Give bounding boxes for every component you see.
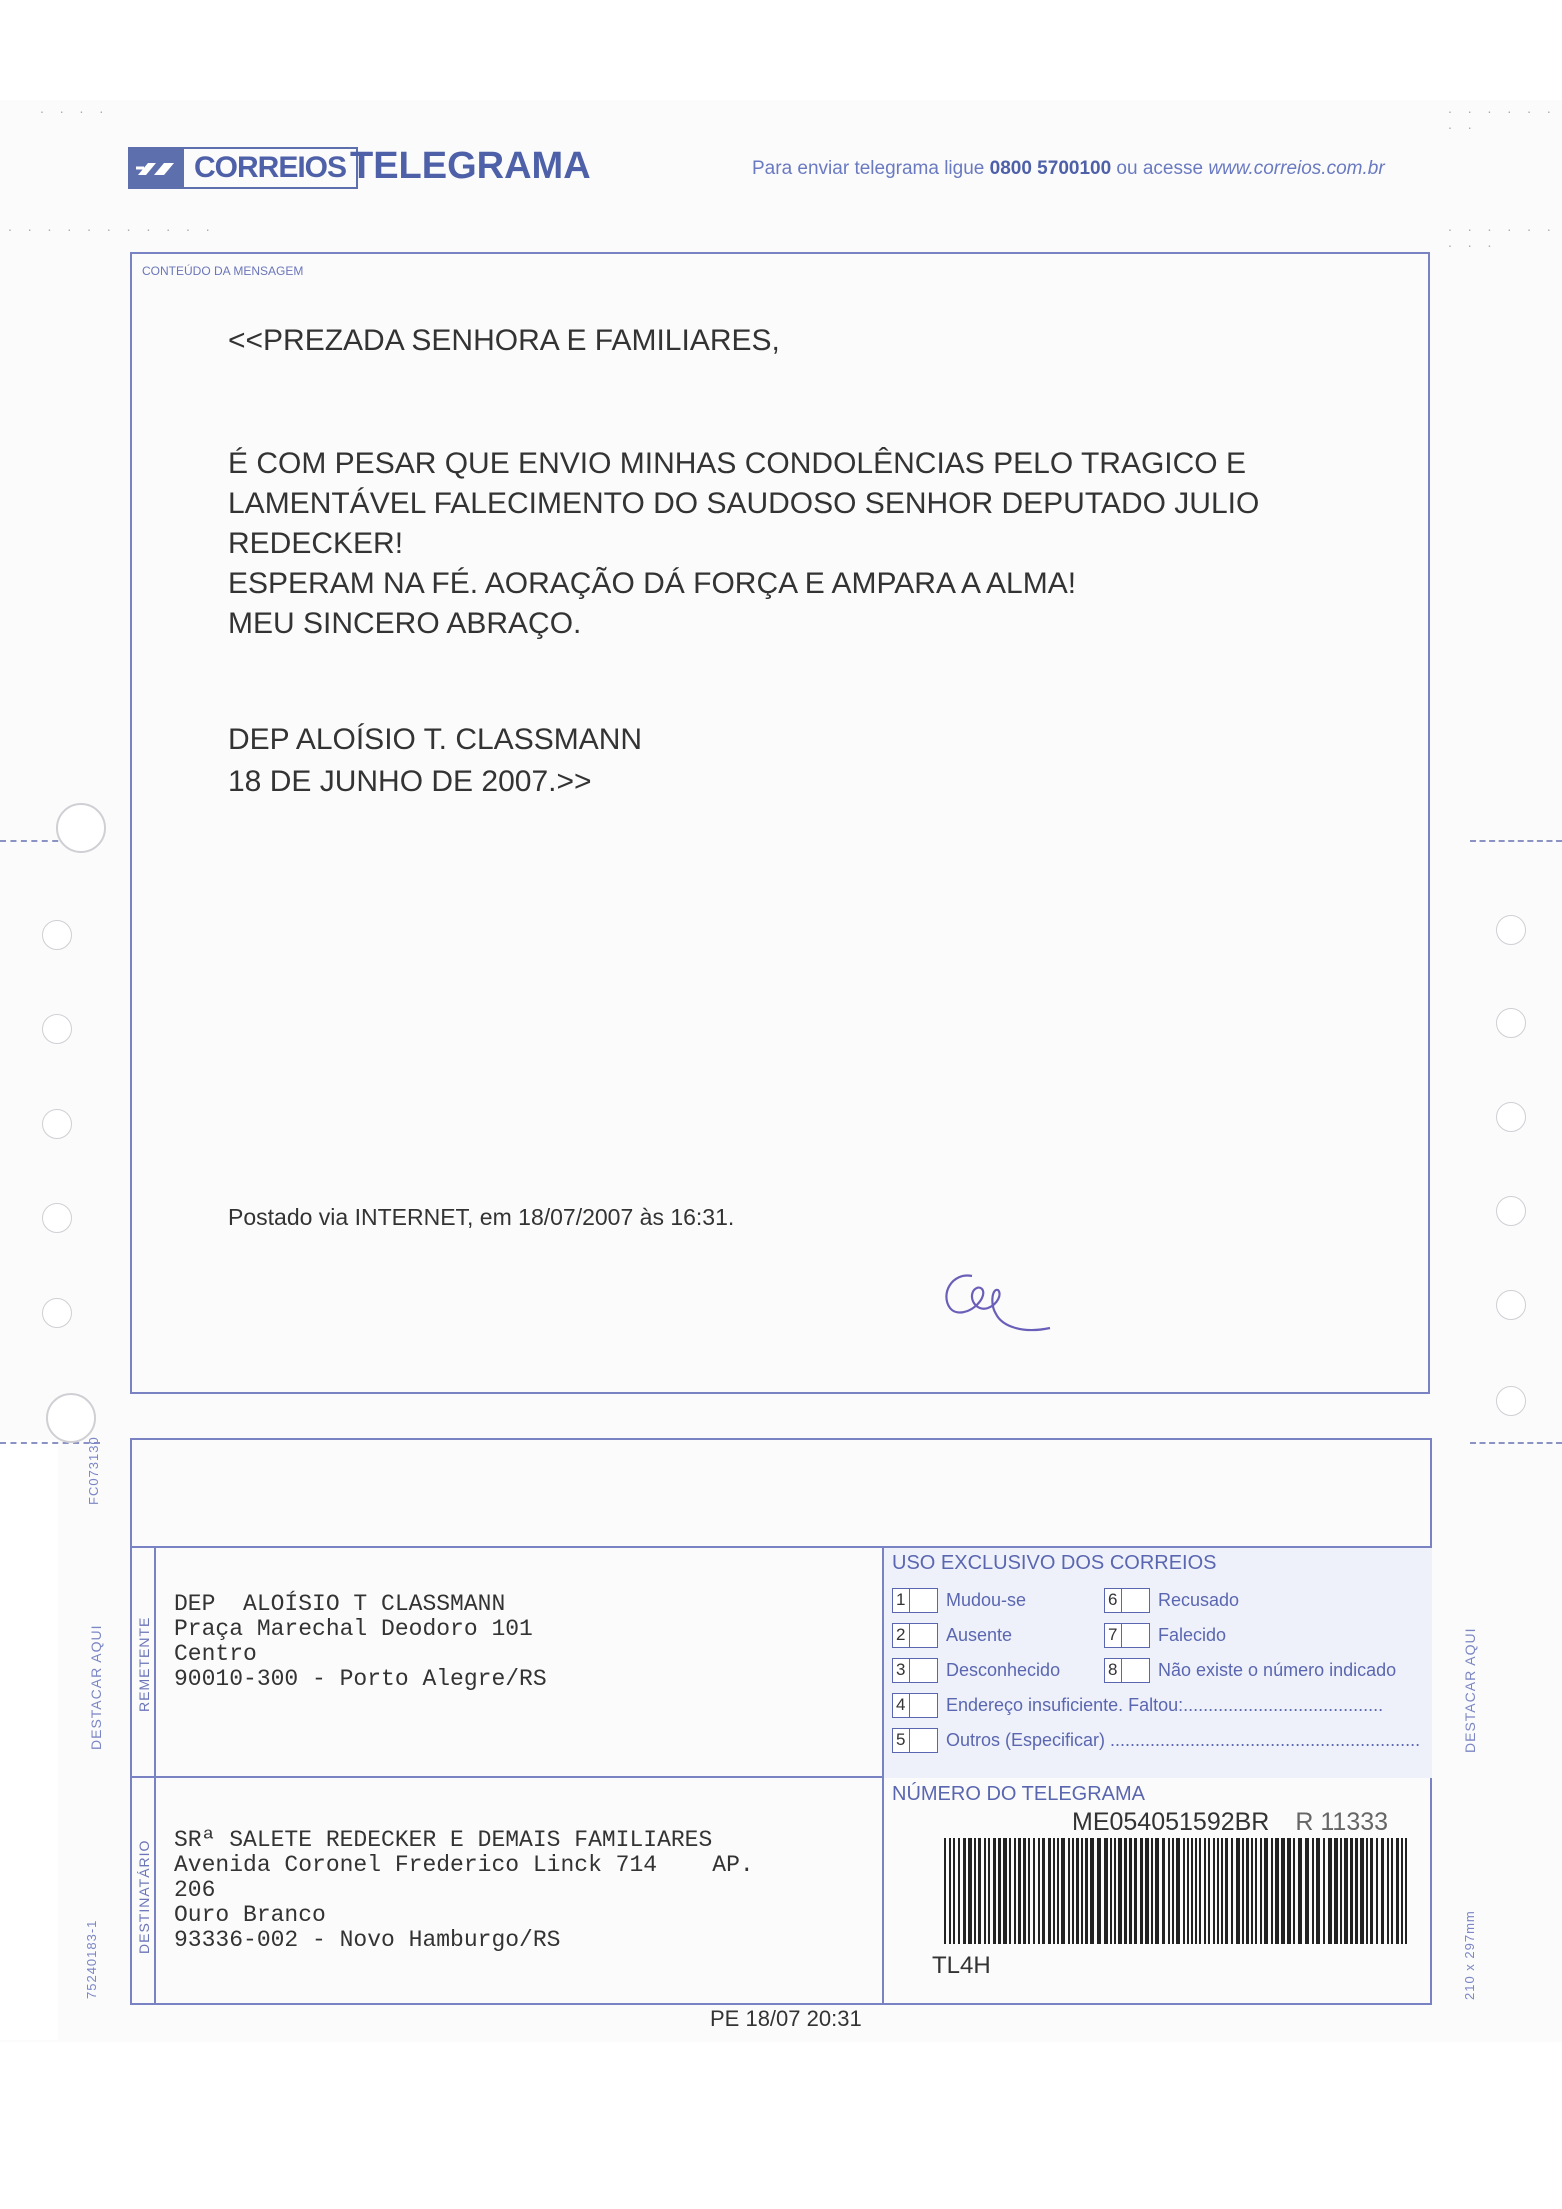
- barcode-bar: [1038, 1838, 1040, 1944]
- option-checkbox[interactable]: [1104, 1588, 1150, 1613]
- barcode-bar: [1213, 1838, 1215, 1944]
- posted-info: Postado via INTERNET, em 18/07/2007 às 16:31.: [228, 1204, 735, 1230]
- barcode: [944, 1838, 1414, 1944]
- option-checkbox[interactable]: [892, 1623, 938, 1648]
- address-line: Ouro Branco: [174, 1902, 326, 1928]
- option-mudou-se[interactable]: [892, 1588, 1026, 1613]
- option-ausente[interactable]: [892, 1623, 1012, 1648]
- option-label: Recusado: [1158, 1590, 1240, 1610]
- barcode-bar: [1401, 1838, 1403, 1944]
- punch-hole: [42, 1014, 72, 1044]
- barcode-bar: [1114, 1838, 1116, 1944]
- message-box: [130, 252, 1430, 1394]
- barcode-bar: [1068, 1838, 1070, 1944]
- barcode-bar: [1118, 1838, 1122, 1944]
- barcode-bar: [1405, 1838, 1407, 1944]
- punch-hole: [1496, 1102, 1526, 1132]
- barcode-bar: [1057, 1838, 1059, 1944]
- barcode-bar: [1195, 1838, 1197, 1944]
- barcode-bar: [1323, 1838, 1325, 1944]
- detach-line-right: [1470, 1442, 1562, 1444]
- option-recusado[interactable]: [1104, 1588, 1239, 1613]
- divider: [154, 1546, 156, 2003]
- barcode-bar: [1097, 1838, 1101, 1944]
- option-label: Outros (Especificar) ..............................................................: [946, 1730, 1421, 1750]
- barcode-bar: [1360, 1838, 1364, 1944]
- barcode-bar: [1104, 1838, 1108, 1944]
- barcode-bar: [1287, 1838, 1291, 1944]
- punch-hole: [56, 803, 106, 853]
- option-label: Mudou-se: [946, 1590, 1027, 1610]
- perforation-dots: . . . . . . . .: [1448, 100, 1557, 132]
- barcode-bar: [1251, 1838, 1253, 1944]
- barcode-bar: [1231, 1838, 1233, 1944]
- barcode-bar: [1090, 1838, 1094, 1944]
- option-number: 1: [896, 1590, 906, 1609]
- barcode-bar: [998, 1838, 1001, 1944]
- logo-wordmark: CORREIOS: [184, 147, 358, 189]
- barcode-bar: [1225, 1838, 1228, 1944]
- barcode-bar: [963, 1838, 966, 1944]
- barcode-bar: [1264, 1838, 1268, 1944]
- barcode-bar: [1242, 1838, 1244, 1944]
- signoff-name: DEP ALOÍSIO T. CLASSMANN: [228, 723, 643, 756]
- barcode-bar: [1172, 1838, 1174, 1944]
- message-line: REDECKER!: [228, 527, 404, 560]
- barcode-bar: [1151, 1838, 1153, 1944]
- barcode-bar: [944, 1838, 946, 1944]
- address-line: Centro: [174, 1641, 257, 1667]
- barcode-bar: [1140, 1838, 1143, 1944]
- serial-number: 75240183-1: [84, 1919, 99, 1999]
- option-label: Ausente: [946, 1625, 1013, 1645]
- option-checkbox[interactable]: [1104, 1658, 1150, 1683]
- barcode-bar: [1061, 1838, 1065, 1944]
- contact-middle: ou acesse: [1111, 158, 1209, 179]
- barcode-bar: [1110, 1838, 1112, 1944]
- sender-label: REMETENTE: [136, 1616, 152, 1712]
- barcode-bar: [1183, 1838, 1185, 1944]
- barcode-bar: [1081, 1838, 1083, 1944]
- option-label: Endereço insuficiente. Faltou:........................................: [946, 1695, 1384, 1715]
- barcode-bar: [1014, 1838, 1016, 1944]
- punch-hole: [1496, 1196, 1526, 1226]
- barcode-bar: [1316, 1838, 1320, 1944]
- barcode-bar: [1305, 1838, 1309, 1944]
- barcode-bar: [1381, 1838, 1384, 1944]
- document-title: TELEGRAMA: [350, 145, 591, 187]
- barcode-bar: [988, 1838, 990, 1944]
- recipient-label: DESTINATÁRIO: [136, 1839, 152, 1954]
- barcode-bar: [1145, 1838, 1149, 1944]
- message-label: CONTEÚDO DA MENSAGEM: [142, 264, 304, 278]
- barcode-bar: [1344, 1838, 1348, 1944]
- barcode-bar: [1072, 1838, 1074, 1944]
- barcode-bar: [1053, 1838, 1055, 1944]
- correios-arrows-icon: [128, 147, 184, 189]
- barcode-bar: [1155, 1838, 1159, 1944]
- barcode-bar: [1298, 1838, 1302, 1944]
- barcode-bar: [1350, 1838, 1353, 1944]
- barcode-bar: [968, 1838, 972, 1944]
- contact-prefix: Para enviar telegrama ligue: [752, 158, 990, 179]
- barcode-bar: [1260, 1838, 1262, 1944]
- option-label: Falecido: [1158, 1625, 1227, 1645]
- barcode-bar: [1246, 1838, 1249, 1944]
- message-greeting: <<PREZADA SENHORA E FAMILIARES,: [228, 324, 780, 357]
- barcode-bar: [993, 1838, 996, 1944]
- barcode-bar: [1376, 1838, 1378, 1944]
- option-checkbox[interactable]: [892, 1693, 938, 1718]
- message-signoff: [228, 719, 642, 803]
- barcode-bar: [1387, 1838, 1389, 1944]
- handwritten-signature: [932, 1264, 1062, 1344]
- barcode-bar: [984, 1838, 986, 1944]
- address-line: SRª SALETE REDECKER E DEMAIS FAMILIARES: [174, 1827, 713, 1853]
- barcode-bar: [1191, 1838, 1193, 1944]
- barcode-bar: [1018, 1838, 1021, 1944]
- barcode-bar: [958, 1838, 960, 1944]
- detach-line-left: [0, 1442, 100, 1444]
- barcode-bar: [1042, 1838, 1045, 1944]
- barcode-bar: [1221, 1838, 1223, 1944]
- option-outros[interactable]: [892, 1728, 1420, 1753]
- option-number: 8: [1108, 1660, 1118, 1679]
- address-line: Praça Marechal Deodoro 101: [174, 1616, 533, 1642]
- sender-address: [174, 1592, 547, 1692]
- barcode-bar: [1176, 1838, 1180, 1944]
- barcode-bar: [1204, 1838, 1206, 1944]
- option-number: 2: [896, 1625, 906, 1644]
- perforation-dots: . . . .: [40, 100, 110, 116]
- punch-hole: [1496, 1008, 1526, 1038]
- option-checkbox[interactable]: [892, 1588, 938, 1613]
- barcode-bar: [1208, 1838, 1210, 1944]
- telegram-number-value: ME054051592BR: [1072, 1808, 1270, 1836]
- barcode-bar: [1328, 1838, 1332, 1944]
- barcode-bar: [1281, 1838, 1285, 1944]
- barcode-bar: [1009, 1838, 1011, 1944]
- address-line: 90010-300 - Porto Alegre/RS: [174, 1666, 547, 1692]
- barcode-bar: [1028, 1838, 1030, 1944]
- uso-exclusivo-title: USO EXCLUSIVO DOS CORREIOS: [892, 1552, 1217, 1574]
- option-endereco-insuficiente[interactable]: [892, 1693, 1383, 1718]
- barcode-bar: [1085, 1838, 1088, 1944]
- barcode-bar: [1355, 1838, 1358, 1944]
- barcode-bar: [1168, 1838, 1170, 1944]
- barcode-bar: [1334, 1838, 1338, 1944]
- barcode-bar: [1134, 1838, 1137, 1944]
- punch-hole: [42, 1298, 72, 1328]
- barcode-bar: [1217, 1838, 1219, 1944]
- address-line: Avenida Coronel Frederico Linck 714 AP.: [174, 1852, 754, 1878]
- barcode-bar: [1293, 1838, 1295, 1944]
- option-number: 3: [896, 1660, 906, 1679]
- perforation-dots: . . . . . . . . .: [1448, 218, 1557, 250]
- message-line: MEU SINCERO ABRAÇO.: [228, 607, 582, 640]
- address-line: 93336-002 - Novo Hamburgo/RS: [174, 1927, 561, 1953]
- barcode-bar: [1076, 1838, 1079, 1944]
- barcode-bar: [1255, 1838, 1257, 1944]
- barcode-bar: [978, 1838, 981, 1944]
- address-line: DEP ALOÍSIO T CLASSMANN: [174, 1591, 506, 1617]
- contact-phone: 0800 5700100: [989, 158, 1112, 179]
- destacar-aqui-right: DESTACAR AQUI: [1462, 1627, 1478, 1753]
- correios-logo: [128, 147, 358, 189]
- punch-hole: [42, 1109, 72, 1139]
- message-body: [228, 444, 1368, 644]
- perforation-dots: . . . . . . . . . . .: [8, 218, 216, 234]
- option-label: Não existe o número indicado: [1158, 1660, 1397, 1680]
- message-line: LAMENTÁVEL FALECIMENTO DO SAUDOSO SENHOR DEPUTADO JULIO: [228, 487, 1260, 520]
- barcode-bar: [1048, 1838, 1051, 1944]
- option-number: 5: [896, 1730, 906, 1749]
- contact-line: [752, 158, 1385, 180]
- option-checkbox[interactable]: [1104, 1623, 1150, 1648]
- punch-hole: [42, 920, 72, 950]
- option-falecido[interactable]: [1104, 1623, 1226, 1648]
- barcode-bar: [1236, 1838, 1240, 1944]
- message-line: ESPERAM NA FÉ. AORAÇÃO DÁ FORÇA E AMPARA A ALMA!: [228, 567, 1077, 600]
- option-number: 6: [1108, 1590, 1118, 1609]
- address-line: 206: [174, 1877, 216, 1903]
- detach-line-right: [1470, 840, 1562, 842]
- routing-code: TL4H: [932, 1952, 991, 1979]
- option-label: Desconhecido: [946, 1660, 1061, 1680]
- barcode-bar: [1312, 1838, 1314, 1944]
- option-checkbox[interactable]: [892, 1728, 938, 1753]
- barcode-bar: [1199, 1838, 1201, 1944]
- telegram-ref: R 11333: [1295, 1808, 1389, 1836]
- paper-size: 210 x 297mm: [1462, 1910, 1477, 2000]
- option-desconhecido[interactable]: [892, 1658, 1060, 1683]
- telegram-number-title: NÚMERO DO TELEGRAMA: [892, 1783, 1145, 1805]
- option-checkbox[interactable]: [892, 1658, 938, 1683]
- form-code: FC073130: [86, 1436, 101, 1505]
- barcode-bar: [1003, 1838, 1007, 1944]
- option-number: 7: [1108, 1625, 1118, 1644]
- address-section: [130, 1438, 1432, 2005]
- barcode-bar: [1033, 1838, 1035, 1944]
- barcode-bar: [1275, 1838, 1279, 1944]
- barcode-bar: [1391, 1838, 1393, 1944]
- punch-hole: [1496, 1290, 1526, 1320]
- punch-hole: [1496, 1386, 1526, 1416]
- barcode-bar: [1124, 1838, 1127, 1944]
- barcode-bar: [1023, 1838, 1026, 1944]
- option-number: 4: [896, 1695, 906, 1714]
- barcode-bar: [1340, 1838, 1342, 1944]
- torn-edge: [0, 1440, 58, 2040]
- barcode-bar: [953, 1838, 955, 1944]
- telegram-number: [1072, 1808, 1388, 1837]
- postmark-stamp: PE 18/07 20:31: [710, 2006, 862, 2031]
- barcode-bar: [1370, 1838, 1373, 1944]
- barcode-bar: [1271, 1838, 1273, 1944]
- recipient-address: [174, 1828, 754, 1953]
- barcode-bar: [949, 1838, 951, 1944]
- barcode-bar: [1366, 1838, 1368, 1944]
- barcode-bar: [1129, 1838, 1132, 1944]
- barcode-bar: [1187, 1838, 1189, 1944]
- barcode-bar: [1162, 1838, 1165, 1944]
- message-line: É COM PESAR QUE ENVIO MINHAS CONDOLÊNCIAS PELO TRAGICO E: [228, 447, 1246, 480]
- destacar-aqui-left: DESTACAR AQUI: [88, 1624, 104, 1750]
- signoff-date: 18 DE JUNHO DE 2007.>>: [228, 765, 592, 798]
- punch-hole: [1496, 915, 1526, 945]
- option-nao-existe-numero[interactable]: [1104, 1658, 1396, 1683]
- punch-hole: [42, 1203, 72, 1233]
- contact-url: www.correios.com.br: [1208, 158, 1385, 179]
- barcode-bar: [974, 1838, 976, 1944]
- barcode-bar: [1396, 1838, 1399, 1944]
